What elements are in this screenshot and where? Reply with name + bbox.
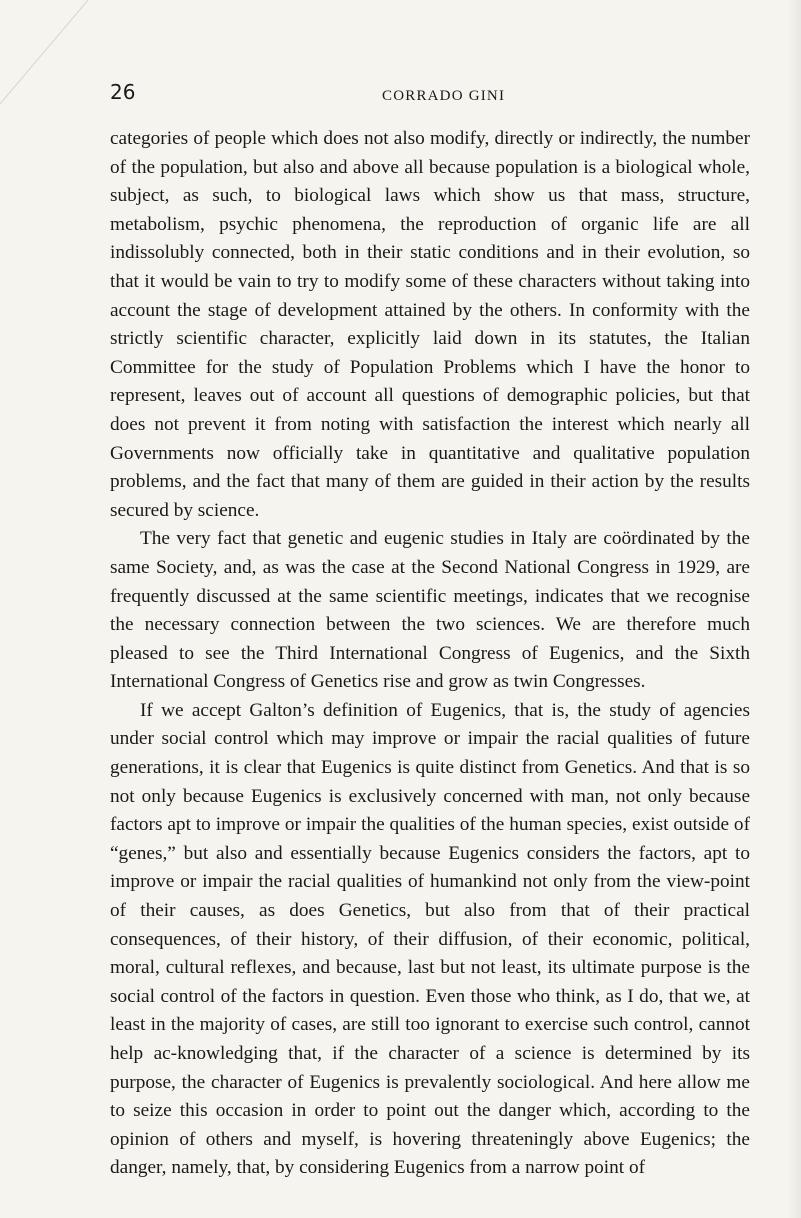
paragraph: If we accept Galton’s definition of Eugenics, that is, the study of agencies under social control which may improve or impair the racial qualities of future generations, it is clear that Eugenics is quite distinct from Genetics. And that is so not only because Eugenics is exclusively concerned with man, not only because factors apt to improve or impair the qualities of the human species, exist outside of “genes,” but also and essentially because Eugenics considers the factors, apt to improve or impair the racial qualities of humankind not only from the view-point of their causes, as does Genetics, but also from that of their practical consequences, of their history, of their diffusion, of their economic, political, moral, cultural reflexes, and because, last but not least, its ultimate purpose is the social control of the factors in question. Even those who think, as I do, that we, at least in the majority of cases, are still too ignorant to exercise such control, cannot help ac-knowledging that, if the character of a science is determined by its purpose, the character of Eugenics is prevalently sociological. And here allow me to seize this occasion in order to point out the danger which, according to the opinion of others and myself, is hovering threateningly above Eugenics; the danger, namely, that, by considering Eugenics from a narrow point of — [110, 699, 750, 1179]
page-header — [110, 80, 750, 110]
paragraph: The very fact that genetic and eugenic studies in Italy are coördinated by the same Society, and, as was the case at the Second National Congress in 1929, are frequently discussed at the same scientific meetings, indicates that we recognise the necessary connection between the two sciences. We are therefore much pleased to see the Third International Congress of Eugenics, and the Sixth International Congress of Genetics rise and grow as twin Congresses. — [110, 528, 750, 693]
paragraph-continued: categories of people which does not also modify, directly or indirectly, the number of the population, but also and above all because population is a biological whole, subject, as such, to biological laws which show us that mass, structure, metabolism, psychic phenomena, the reproduction of organic life are all indissolubly connected, both in their static conditions and in their evolution, so that it would be vain to try to modify some of these characters without taking into account the stage of development attained by the others. In conformity with the strictly scientific character, explicitly laid down in its statutes, the Italian Committee for the study of Population Problems which I have the honor to represent, leaves out of account all questions of demographic policies, but that does not prevent it from noting with satisfaction the interest which nearly all Governments now officially take in quantitative and qualitative population problems, and the fact that many of them are guided in their action by the results secured by science. — [110, 128, 750, 521]
page-number: 26 — [110, 80, 136, 104]
body-text — [110, 125, 750, 1183]
page-edge-shadow — [787, 0, 801, 1218]
running-head: CORRADO GINI — [382, 88, 506, 104]
